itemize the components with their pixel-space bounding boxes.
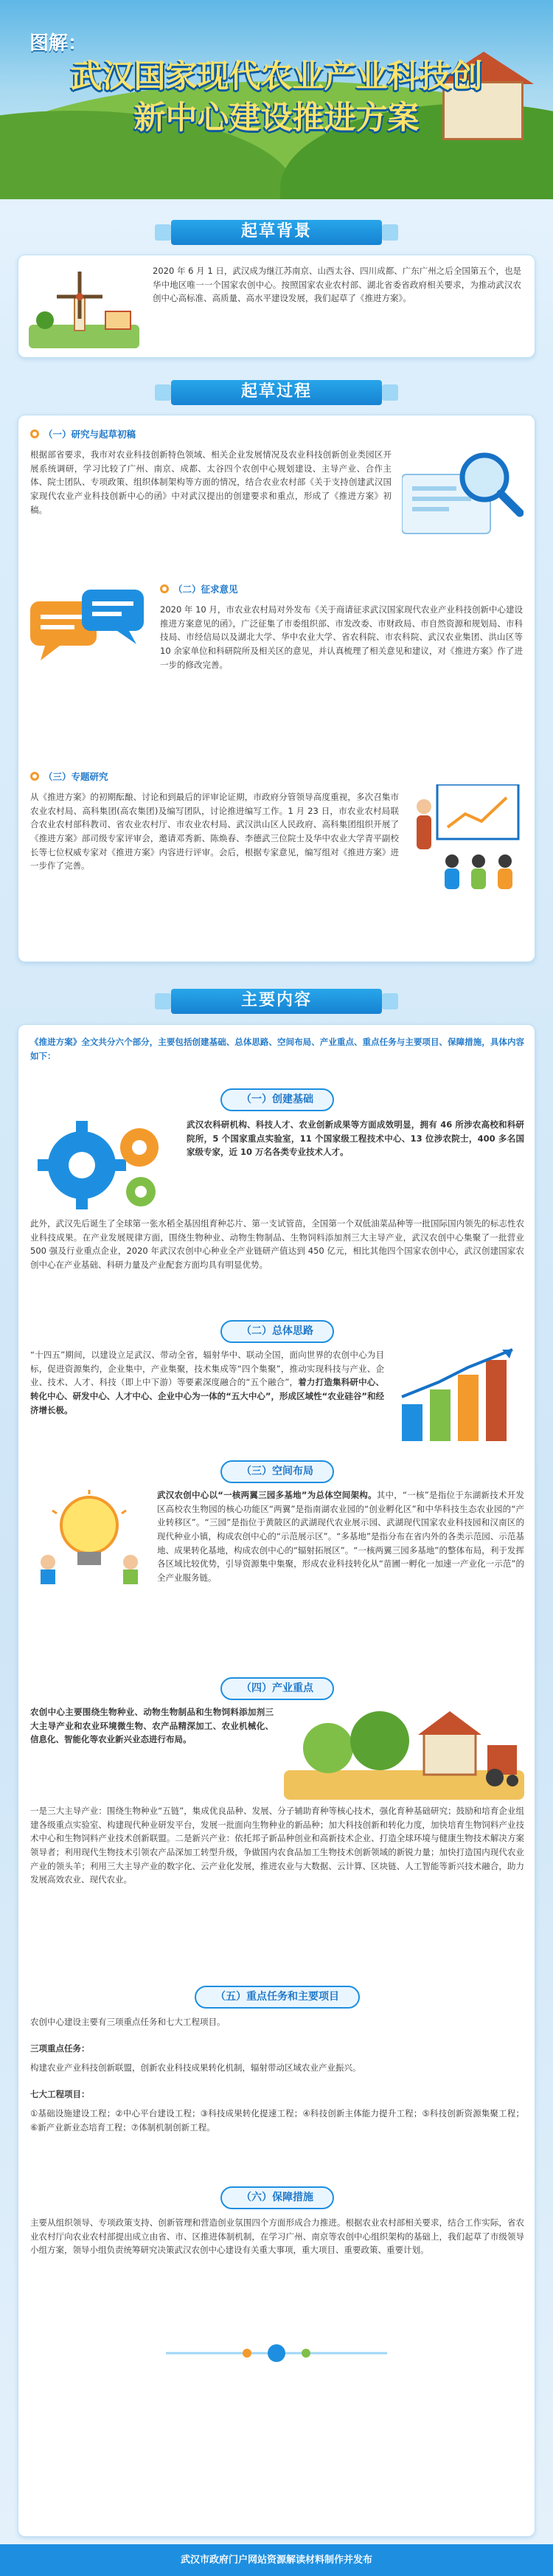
bullet-dot-icon [30,429,39,438]
presentation-meeting-icon [408,784,526,895]
farm-harvest-icon [284,1704,524,1800]
tasks-text: 构建农业产业科技创新联盟，创新农业科技成果转化机制，辐射带动区域农业产业振兴。 [30,2062,361,2073]
process-item-2-title: （二）征求意见 [160,582,238,597]
section-heading-process: 起草过程 [0,373,553,410]
background-card [18,255,535,358]
subsection-2-lead: 着力打造集科研中心、转化中心、研发中心、人才中心、企业中心为一体的“五大中心”，形成区域性“农业硅谷”和经济增长极。 [30,1377,384,1415]
tasks-label: 三项重点任务： [30,2043,90,2054]
decorative-divider-icon [166,2331,387,2375]
bullet-dot-icon [160,584,169,593]
speech-bubbles-icon [30,587,148,668]
subsection-title-2: （二）总体思路 [1,1320,553,1343]
subsection-1-lead: 武汉农科研机构、科技人才、农业创新成果等方面成效明显，拥有 46 所涉农高校和科研院所，5 个国家重点实验室，11 个国家级工程技术中心、13 位涉农院士，400 多名国家级专家，近 10 万名各类专业技术人才。 [187,1119,524,1158]
hero-banner [0,0,553,199]
subsection-title-3: （三）空间布局 [1,1460,553,1483]
growth-chart-icon [394,1345,527,1448]
footer: 武汉市政府门户网站资源解读材料制作并发布 [0,2544,553,2576]
gears-science-icon [30,1118,178,1214]
process-item-1-title: （一）研究与起草初稿 [30,427,136,442]
page-title [29,56,524,139]
main-content-card [18,1024,535,2537]
main-intro: 《推进方案》全文共分六个部分，主要包括创建基础、总体思路、空间布局、产业重点、重点任务与主要项目、保障措施，具体内容如下： [30,1037,524,1061]
subsection-5-text: 农创中心建设主要有三项重点任务和七大工程项目。 [30,2017,226,2027]
subsection-3-lead: 武汉农创中心以“一核两翼三园多基地”为总体空间架构。 [157,1490,377,1500]
title-line-2: 新中心建设推进方案 [133,100,420,137]
bullet-dot-icon [30,772,39,781]
projects-text: ①基础设施建设工程；②中心平台建设工程；③科技成果转化提速工程；④科技创新主体能力提升工程；⑤科技创新资源集聚工程；⑥新产业新业态培育工程；⑦体制机制创新工程。 [30,2108,524,2133]
subsection-4-text: 一是三大主导产业：围绕生物种业“五链”，集成优良品种、发展、分子辅助育种等核心技术，强化育种基础研究；鼓励和培育企业组建各级重点实验室、构建现代种业研发平台，发展一批面向生物种业的新品种；加大科技创新和转化力度，加快培育生物饲料产业技术中心和生物饲料产业技术创新联盟。二是新兴产业：依托邦子新品种创业和高新技术企业、打造全球环境与健康生物技术解决方案领导者；利用现代生物技术引领农产品深加工转型升级，争做国内农食品加工生物技术创新领域的新锐力量；加快打造国内现代农业产业的领头羊；利用三大主导产业的数字化、云产业化发展，推进农业与大数据、云计算、区块链、人工智能等新兴技术融合，助力发展高效农业、现代农业。 [30,1806,524,1885]
magnifier-research-icon [402,445,524,537]
infographic-tag: 图解： [29,32,88,55]
subsection-2-text: “十四五”期间，以建设立足武汉、带动全省，辐射华中、联动全国，面向世界的农创中心为目标，促进资源集约，企业集中，产业集聚，技术集成等“四个集聚”，推动实现科技与产业、企业、技术、人才、科技（即上中下游）等要素深度融合的“五个融合”，着力打造集科研中心、转化中心、研发中心、人才中心、企业中心为一体的“五大中心”，形成区域性“农业硅谷”和经济增长极。 [30,1350,384,1415]
section-heading-background: 起草背景 [0,213,553,249]
background-text: 2020 年 6 月 1 日，武汉成为继江苏南京、山西太谷、四川成都、广东广州之后全国第五个，也是华中地区唯一一个国家农创中心。按照国家农业农村部、湖北省委省政府相关要求，为推动武汉农创中心高标准、高质量、高水平建设发展，我们起草了《推进方案》。 [153,266,521,304]
process-item-1-text: 根据部省要求，我市对农业科技创新特色领域、相关企业发展情况及农业科技创新创业类园区开展系统调研，学习比较了广州、南京、成都、太谷四个农创中心规划建设、主导产业、合作主体、院士团队、专项政策、组织体制架构等方面的情况，结合农业农村部《关于支持创建武汉国家现代农业产业科技创新中心的函》中对武汉提出的创建要求和重点，形成了《推进方案》初稿。 [30,449,392,515]
subsection-4-lead: 农创中心主要围绕生物种业、动物生物制品和生物饲料添加剂三大主导产业和农业环境微生物、农产品精深加工、农业机械化、信息化、智能化等农业新兴业态进行布局。 [30,1707,274,1745]
subsection-title-4: （四）产业重点 [1,1677,553,1700]
section-heading-main: 主要内容 [0,981,553,1018]
subsection-title-5: （五）重点任务和主要项目 [1,1986,553,2009]
title-line-1: 武汉国家现代农业产业科技创 [70,58,483,95]
process-item-3-text: 从《推进方案》的初期酝酿、讨论和到最后的评审论证期，市政府分管领导高度重视，多次召集市农业农村局、高科集团(高农集团)及编写团队，讨论推进编写工作。1 月 23 日，市农业农村局联合农业农村部科教司、省农业农村厅、市农业农村局、武汉洪山区人民政府、高科集团组织开展了《推进方案》部司级专家评审会，邀请邓秀新、陈焕春、李德武三位院士及华中农业大学青平副校长等七位权威专家对《推进方案》内容进行评审。会后，根据专家意见，编写组对《推进方案》进一步作了完善。 [30,792,399,871]
subsection-title-1: （一）创建基础 [1,1088,553,1111]
subsection-title-6: （六）保障措施 [1,2186,553,2209]
subsection-3-text: 武汉农创中心以“一核两翼三园多基地”为总体空间架构。其中，“一核”是指位于东湖新技术开发区高校农生物园的核心功能区“两翼”是指南湖农业园的“创业孵化区”和中华科技生态农业园的“产业转移区”。“三园”是指位于黄陂区的武湖现代农业展示园、武湖现代国家农业科技园和汉南区的现代种业小镇，构成农创中心的“示范展示区”。“多基地”是指分布在省内外的各类示范园、示范基地、成果转化基地，构成农创中心的“辐射拓展区”。“一核两翼三园多基地”的整体布局，利于发挥各区域比较优势，引导资源集中集聚，形成农业科技转化从“苗圃一孵化一加速一产业化一示范”的全产业服务链。 [157,1490,524,1583]
process-item-3-title: （三）专题研究 [30,770,108,784]
subsection-1-text: 此外，武汉先后诞生了全球第一张水稻全基因组育种芯片、第一支试管苗，全国第一个双低油菜品种等一批国际国内领先的标志性农业科技成果。在产业发展规律方面，围绕生物种业、动物生物制品、生物饲料添加剂三大主导产业，武汉农创中心集聚了一批营业 500 强及行业重点企业，2020 年武汉农创中心种业全产业链研产值达到 450 亿元，相比其他四个国家农创中心，武汉创建国家农创中心在产业基础、科研力量及产业配套方面均具有明显优势。 [30,1218,524,1270]
lightbulb-idea-icon [30,1488,148,1584]
projects-label: 七大工程项目： [30,2089,90,2099]
subsection-6-text: 主要从组织领导、专项政策支持、创新管理和营造创业氛围四个方面形成合力推进。根据农业农村部相关要求，结合工作实际，省农业农村厅向农业农村部提出成立由省、市、区推进体制机制，在学习广州、南京等农创中心组织架构的基础上，我们起草了市级领导小组方案，领导小组负责统筹研究决策武汉农创中心建设有关重大事项，重大项目、重要政策、重要计划。 [30,2217,524,2256]
process-card [18,415,535,962]
process-item-2-text: 2020 年 10 月，市农业农村局对外发布《关于商请征求武汉国家现代农业产业科技创新中心建设推进方案意见的函》，广泛征集了市委组织部、市发改委、市财政局、市自然资源和规划局、市科技局、市经信局以及湖北大学、华中农业大学、省农科院、市农科院、武汉农业集团、洪山区等 10 余家单位和科研院所及相关区的意见，并认真梳理了相关意见和建议，对《推进方案》作了进一步的修改完善。 [160,604,523,670]
windmill-farm-icon [29,267,139,348]
